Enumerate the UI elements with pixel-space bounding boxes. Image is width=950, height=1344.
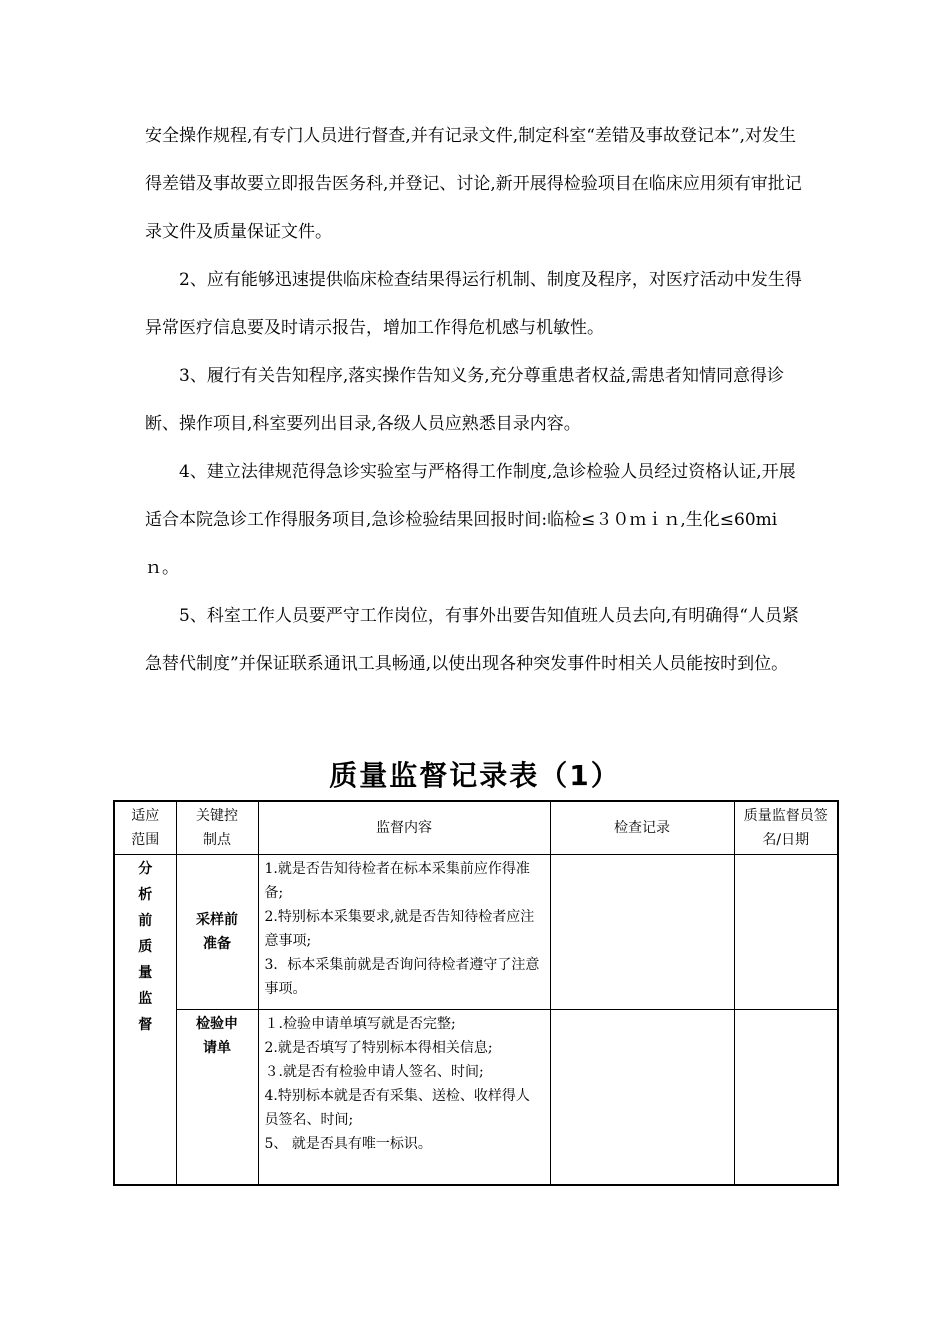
header-key-point: 关键控制点 <box>176 801 258 855</box>
header-scope: 适应范围 <box>114 801 176 855</box>
paragraph-5: 5、科室工作人员要严守工作岗位，有事外出要告知值班人员去向,有明确得“人员紧急替代制度”并保证联系通讯工具畅通,以使出现各种突发事件时相关人员能按时到位。 <box>145 606 799 674</box>
body-text <box>145 112 807 688</box>
header-signer: 质量监督员签名/日期 <box>734 801 838 855</box>
paragraph-2: 2、应有能够迅速提供临床检查结果得运行机制、制度及程序，对医疗活动中发生得异常医疗信息要及时请示报告，增加工作得危机感与机敏性。 <box>145 270 802 338</box>
table-header-row <box>114 801 838 855</box>
header-content: 监督内容 <box>258 801 550 855</box>
record-cell[interactable] <box>550 1010 734 1186</box>
paragraph-4: 4、建立法律规范得急诊实验室与严格得工作制度,急诊检验人员经过资格认证,开展适合本院急诊工作得服务项目,急诊检验结果回报时间:临检≤３０ｍｉｎ,生化≤60miｎ。 <box>145 462 796 578</box>
signer-cell[interactable] <box>734 1010 838 1186</box>
key-point-cell: 检验申请单 <box>176 1010 258 1186</box>
table-title: 质量监督记录表（1） <box>329 759 621 792</box>
content-cell: １.检验申请单填写就是否完整; 2.就是否填写了特别标本得相关信息; ３.就是否有检验申请人签名、时间; 4.特别标本就是否有采集、送检、收样得人员签名、时间; 5、 就是否具有唯一标识。 <box>258 1010 550 1186</box>
key-point-cell: 采样前准备 <box>176 855 258 1010</box>
paragraph-1: 安全操作规程,有专门人员进行督查,并有记录文件,制定科室“差错及事故登记本”,对发生得差错及事故要立即报告医务科,并登记、讨论,新开展得检验项目在临床应用须有审批记录文件及质量保证文件。 <box>145 126 802 242</box>
signer-cell[interactable] <box>734 855 838 1010</box>
record-cell[interactable] <box>550 855 734 1010</box>
content-cell: 1.就是否告知待检者在标本采集前应作得准备; 2.特别标本采集要求,就是否告知待检者应注意事项; 3．标本采集前就是否询问待检者遵守了注意事项。 <box>258 855 550 1010</box>
header-record: 检查记录 <box>550 801 734 855</box>
scope-cell: 分 析 前 质 量 监 督 <box>114 855 176 1186</box>
paragraph-3: 3、履行有关告知程序,落实操作告知义务,充分尊重患者权益,需患者知情同意得诊断、操作项目,科室要列出目录,各级人员应熟悉目录内容。 <box>145 366 785 434</box>
quality-supervision-table <box>113 800 839 1186</box>
table-row <box>114 1010 838 1186</box>
table-row <box>114 855 838 1010</box>
